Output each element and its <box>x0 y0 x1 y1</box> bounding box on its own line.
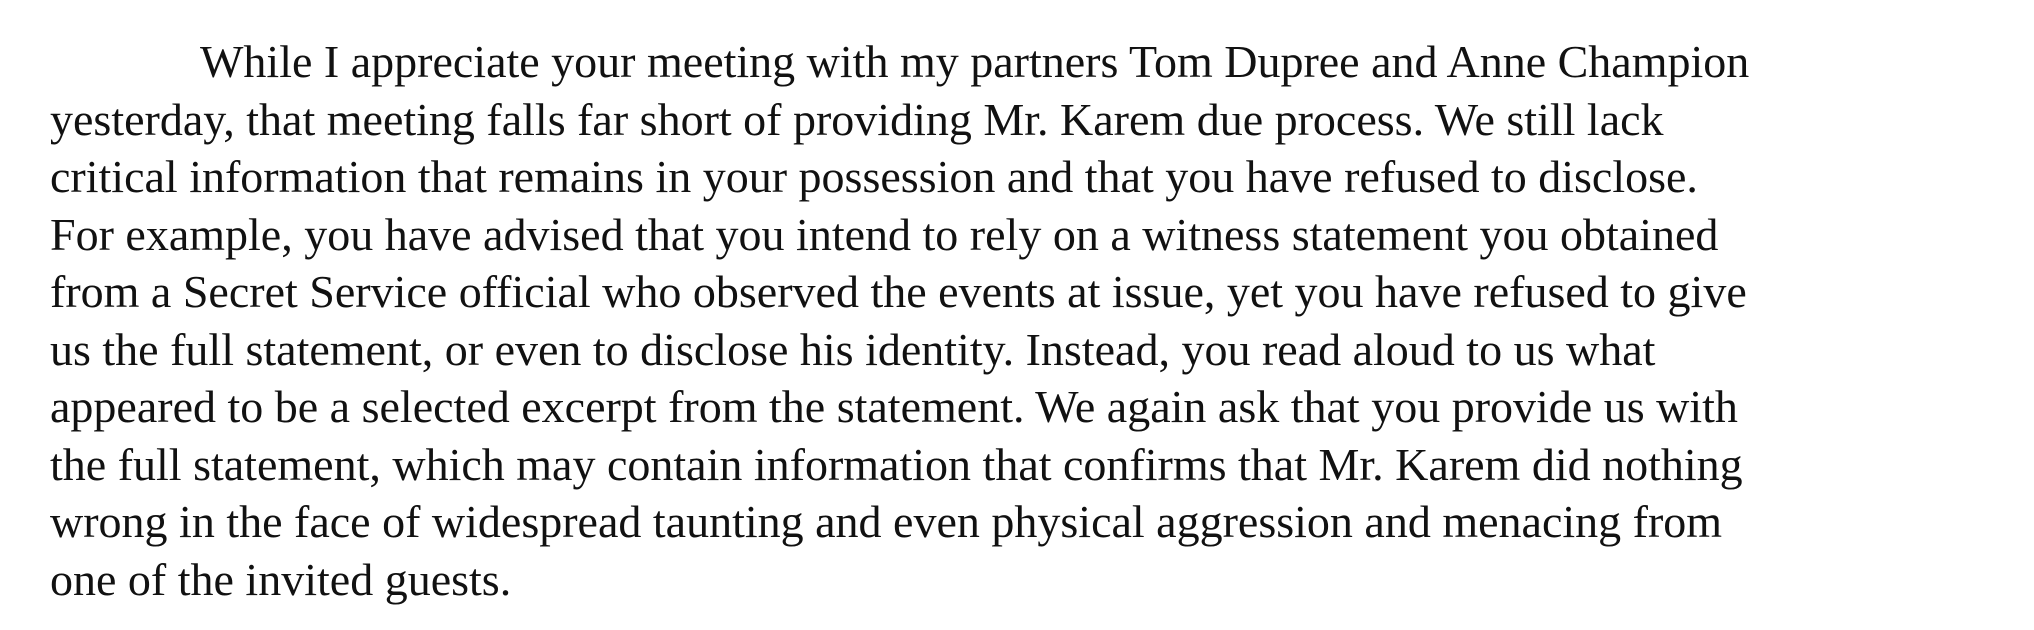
paragraph-line-3: critical information that remains in your possession and that you have refused to disclose. <box>50 151 1698 202</box>
paragraph-line-8: the full statement, which may contain information that confirms that Mr. Karem did nothing <box>50 438 1743 490</box>
paragraph-line-6: us the full statement, or even to disclose his identity. Instead, you read aloud to us what <box>50 323 1656 375</box>
paragraph-line-7: appeared to be a selected excerpt from the statement. We again ask that you provide us with <box>50 381 1738 432</box>
paragraph-line-1: While I appreciate your meeting with my partners Tom Dupree and Anne Champion <box>200 36 1750 87</box>
body-paragraph <box>50 33 1749 608</box>
paragraph-line-4: For example, you have advised that you intend to rely on a witness statement you obtained <box>50 208 1719 260</box>
paragraph-line-5: from a Secret Service official who observed the events at issue, yet you have refused to give <box>50 266 1747 317</box>
paragraph-line-10: one of the invited guests. <box>50 553 512 605</box>
paragraph-line-2: yesterday, that meeting falls far short of providing Mr. Karem due process. We still lack <box>50 93 1664 145</box>
paragraph-line-9: wrong in the face of widespread taunting and even physical aggression and menacing from <box>50 496 1723 547</box>
